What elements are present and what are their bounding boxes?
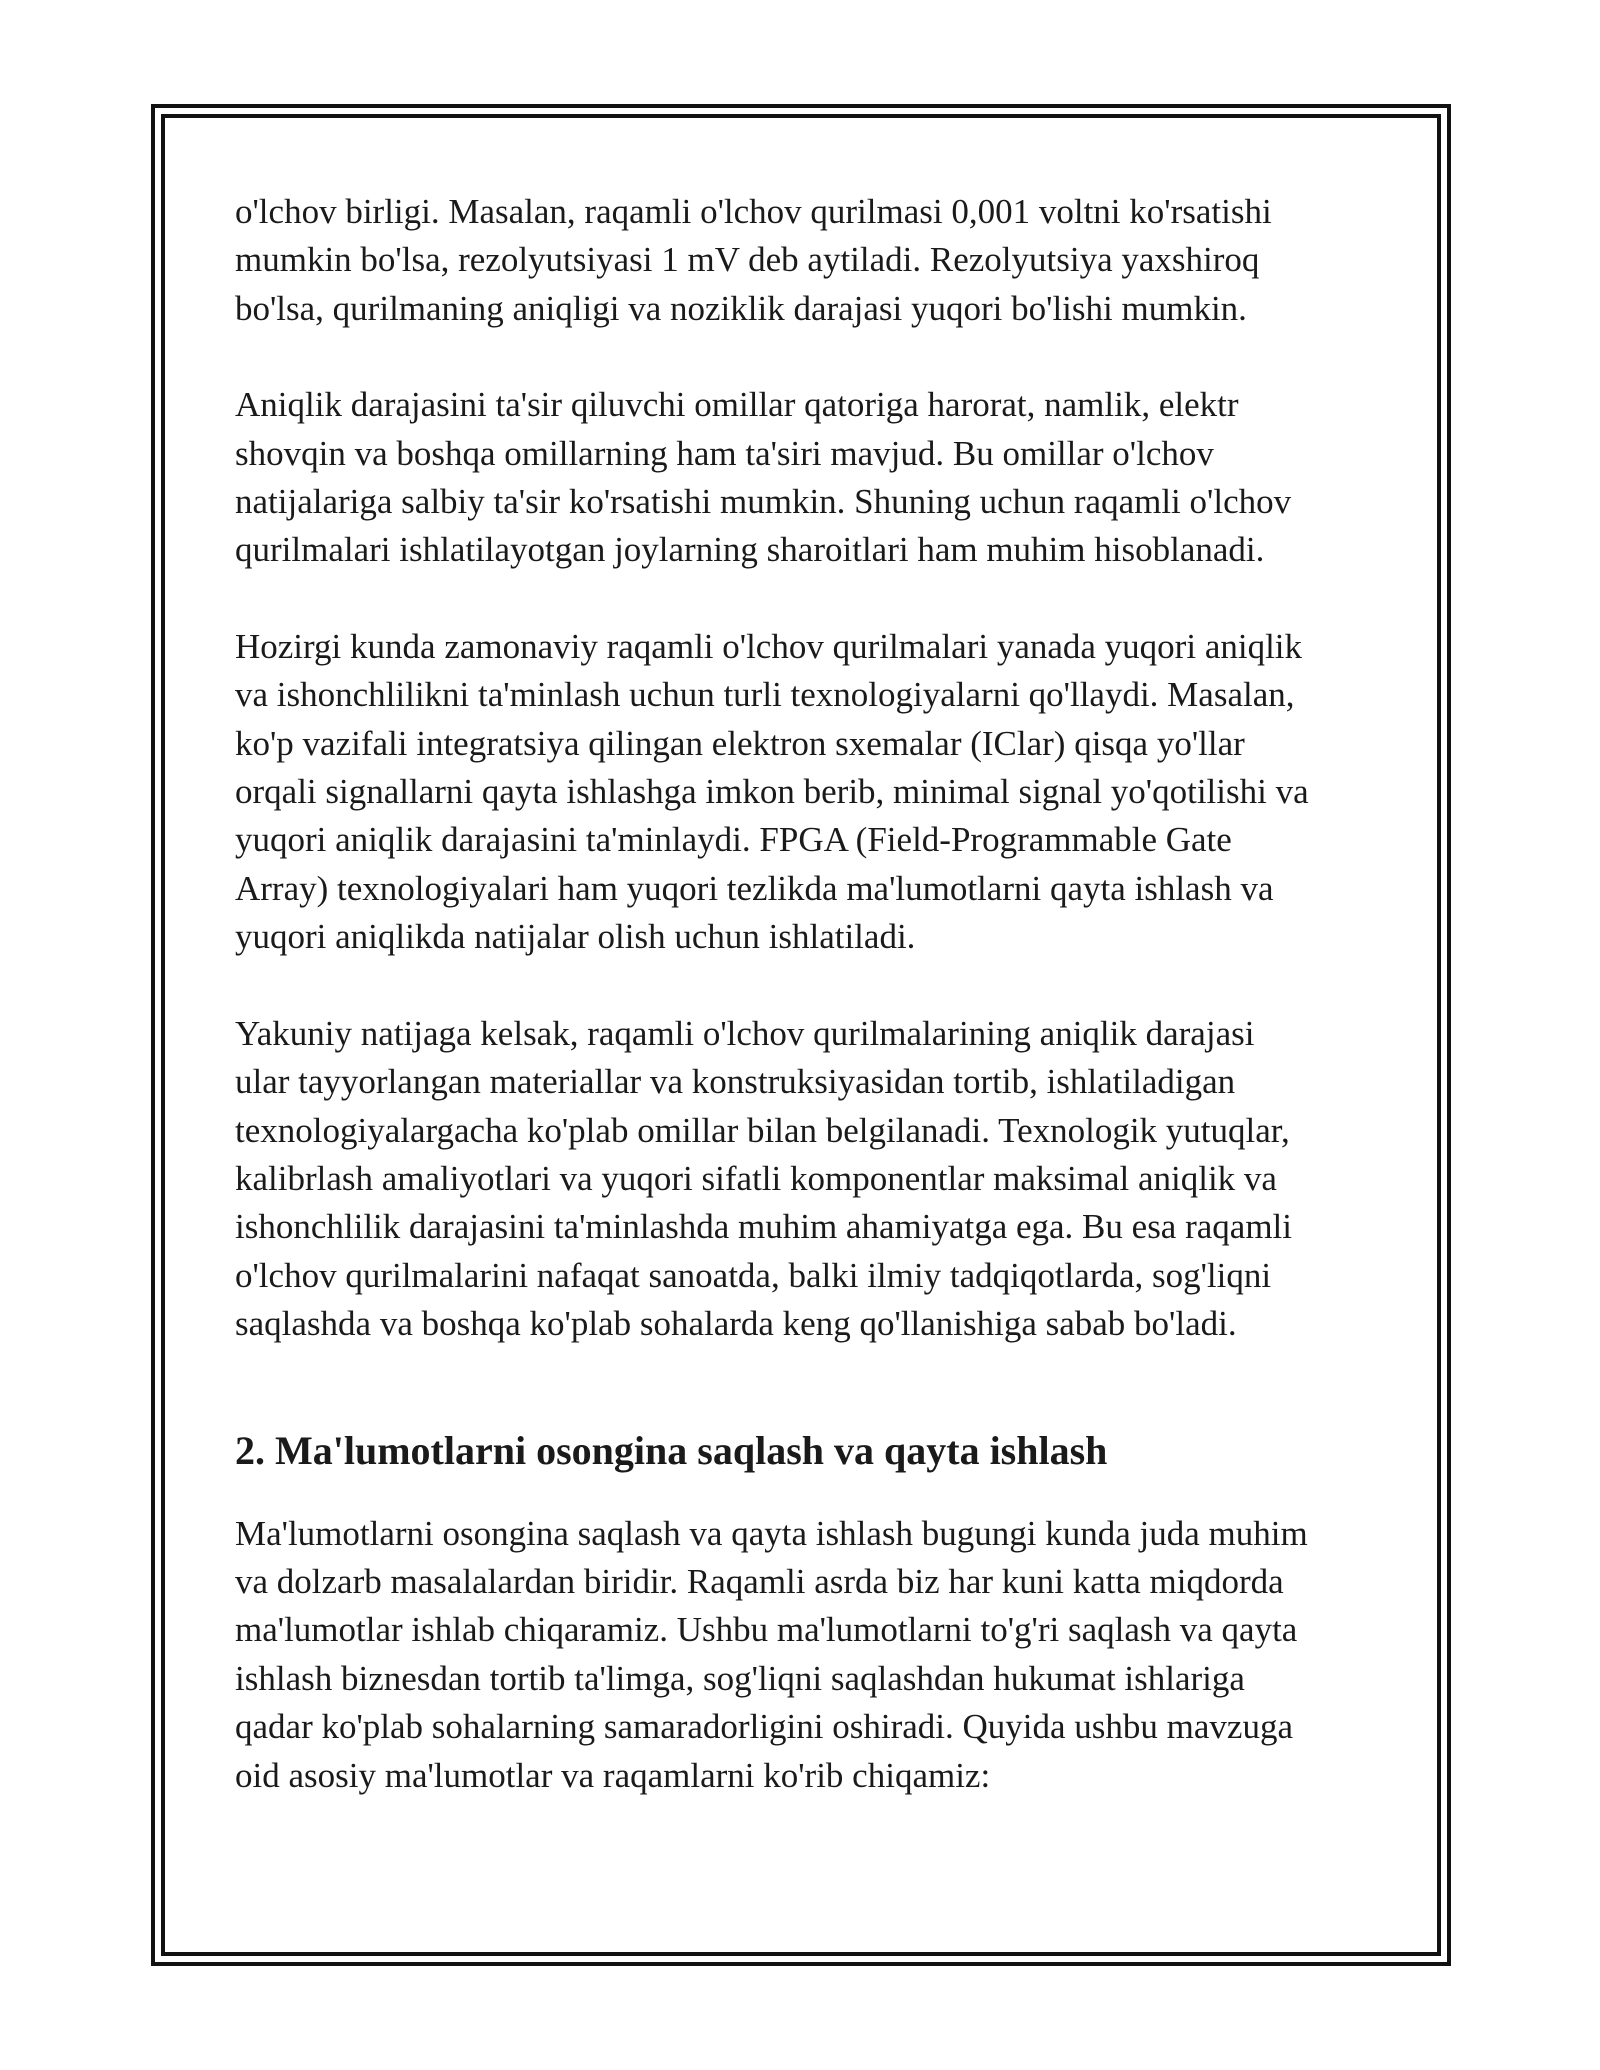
text-line: mumkin bo'lsa, rezolyutsiyasi 1 mV deb aytiladi. Rezolyutsiya yaxshiroq — [235, 240, 1260, 280]
text-line: bo'lsa, qurilmaning aniqligi va noziklik darajasi yuqori bo'lishi mumkin. — [235, 288, 1247, 328]
text-line: yuqori aniqlikda natijalar olish uchun ishlatiladi. — [235, 917, 916, 957]
text-line: kalibrlash amaliyotlari va yuqori sifatli komponentlar maksimal aniqlik va — [235, 1158, 1277, 1198]
paragraph-gap — [235, 333, 1385, 381]
text-line: yuqori aniqlik darajasini ta'minlaydi. FPGA (Field-Programmable Gate — [235, 820, 1232, 860]
paragraph-resolution — [235, 188, 1385, 333]
paragraph-modern-technologies — [235, 623, 1385, 962]
text-line: ishonchlilik darajasini ta'minlashda muhim ahamiyatga ega. Bu esa raqamli — [235, 1207, 1292, 1247]
text-line: oid asosiy ma'lumotlar va raqamlarni ko'rib chiqamiz: — [235, 1755, 991, 1795]
text-line: va ishonchlilikni ta'minlash uchun turli texnologiyalarni qo'llaydi. Masalan, — [235, 675, 1295, 715]
paragraph-gap — [235, 575, 1385, 623]
text-line: qurilmalari ishlatilayotgan joylarning sharoitlari ham muhim hisoblanadi. — [235, 530, 1265, 570]
text-line: Hozirgi kunda zamonaviy raqamli o'lchov qurilmalari yanada yuqori aniqlik — [235, 626, 1303, 666]
text-line: texnologiyalargacha ko'plab omillar bilan belgilanadi. Texnologik yutuqlar, — [235, 1110, 1290, 1150]
text-line: orqali signallarni qayta ishlashga imkon berib, minimal signal yo'qotilishi va — [235, 772, 1309, 812]
text-line: va dolzarb masalalardan biridir. Raqamli asrda biz har kuni katta miqdorda — [235, 1561, 1284, 1601]
text-line: saqlashda va boshqa ko'plab sohalarda keng qo'llanishiga sabab bo'ladi. — [235, 1304, 1237, 1344]
document-body — [235, 188, 1385, 1800]
text-line: o'lchov qurilmalarini nafaqat sanoatda, balki ilmiy tadqiqotlarda, sog'liqni — [235, 1255, 1272, 1295]
text-line: shovqin va boshqa omillarning ham ta'siri mavjud. Bu omillar o'lchov — [235, 433, 1214, 473]
text-line: natijalariga salbiy ta'sir ko'rsatishi mumkin. Shuning uchun raqamli o'lchov — [235, 482, 1292, 522]
paragraph-gap — [235, 962, 1385, 1010]
text-line: ishlash biznesdan tortib ta'limga, sog'liqni saqlashdan hukumat ishlariga — [235, 1658, 1245, 1698]
section-heading: 2. Ma'lumotlarni osongina saqlash va qayta ishlash — [235, 1427, 1108, 1473]
text-line: Yakuniy natijaga kelsak, raqamli o'lchov qurilmalarining aniqlik darajasi — [235, 1013, 1255, 1053]
text-line: ma'lumotlar ishlab chiqaramiz. Ushbu ma'lumotlarni to'g'ri saqlash va qayta — [235, 1610, 1298, 1650]
text-line: ko'p vazifali integratsiya qilingan elektron sxemalar (IClar) qisqa yo'llar — [235, 723, 1245, 763]
text-line: Ma'lumotlarni osongina saqlash va qayta ishlash bugungi kunda juda muhim — [235, 1513, 1308, 1553]
paragraph-conclusion — [235, 1010, 1385, 1349]
paragraph-data-storage — [235, 1510, 1385, 1800]
text-line: Array) texnologiyalari ham yuqori tezlikda ma'lumotlarni qayta ishlash va — [235, 868, 1274, 908]
paragraph-accuracy-factors — [235, 381, 1385, 575]
text-line: qadar ko'plab sohalarning samaradorligini oshiradi. Quyida ushbu mavzuga — [235, 1707, 1293, 1747]
text-line: o'lchov birligi. Masalan, raqamli o'lchov qurilmasi 0,001 voltni ko'rsatishi — [235, 192, 1272, 231]
text-line: ular tayyorlangan materiallar va konstruksiyasidan tortib, ishlatiladigan — [235, 1062, 1236, 1102]
text-line: Aniqlik darajasini ta'sir qiluvchi omillar qatoriga harorat, namlik, elektr — [235, 385, 1239, 425]
